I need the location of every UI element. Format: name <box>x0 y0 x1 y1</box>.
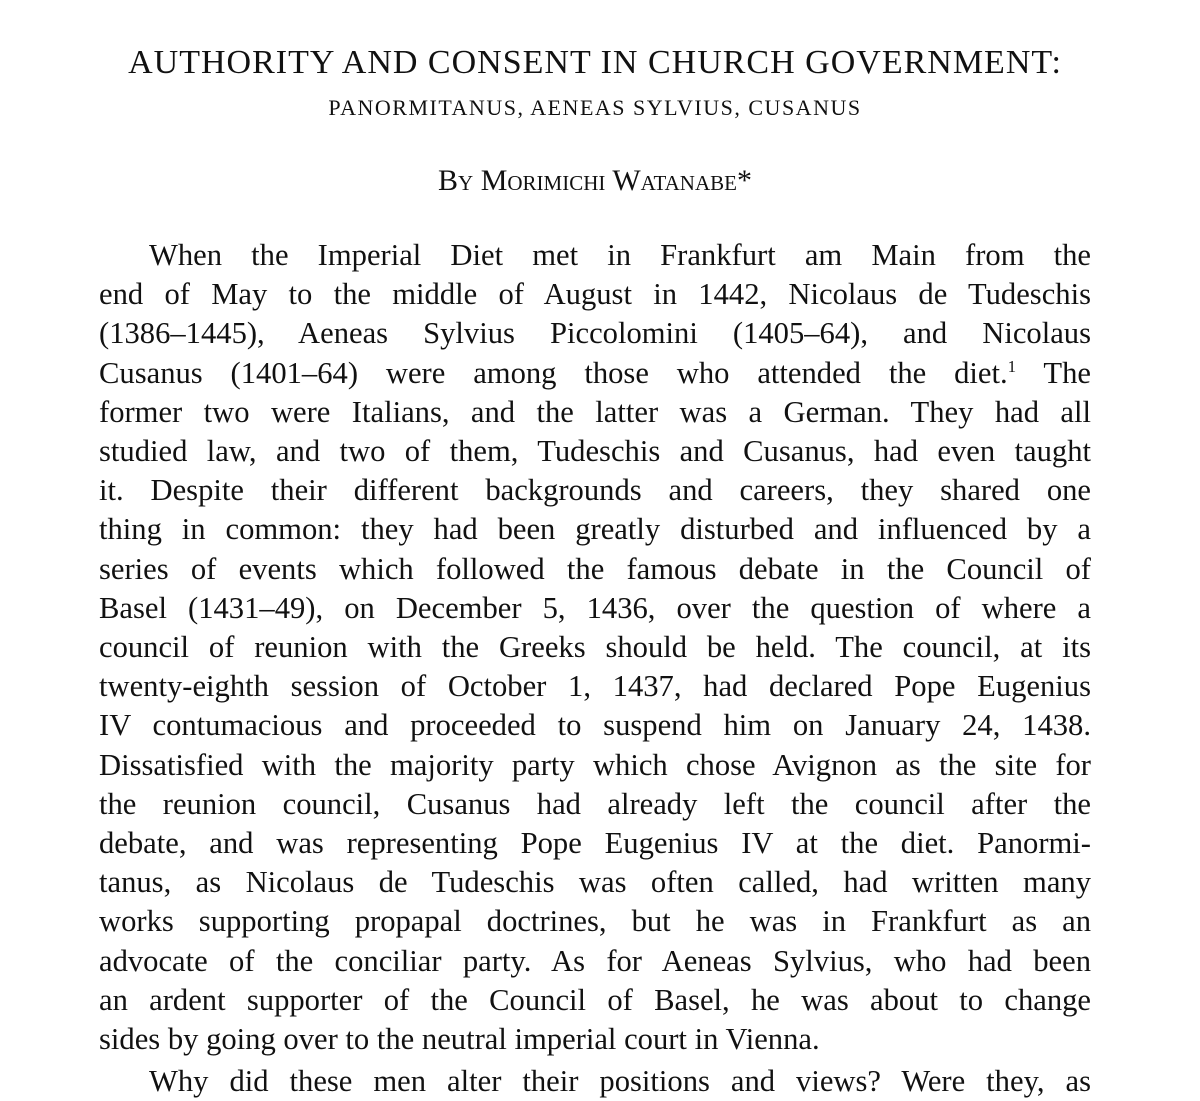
article-title: AUTHORITY AND CONSENT IN CHURCH GOVERNMENT: <box>128 44 1062 81</box>
byline-prefix: By <box>438 164 474 197</box>
text-line: debate, and was representing Pope Eugenius IV at the diet. Panormi- <box>99 826 1091 861</box>
footnote-marker[interactable]: 1 <box>1007 356 1017 376</box>
text-line: studied law, and two of them, Tudeschis and Cusanus, had even taught <box>99 434 1091 469</box>
body-paragraph <box>99 236 1091 1059</box>
text-line: tanus, as Nicolaus de Tudeschis was often called, had written many <box>99 865 1091 900</box>
next-paragraph-cutoff: Why did these men alter their positions and views? Were they, as <box>149 1064 1091 1098</box>
text-line: Dissatisfied with the majority party which chose Avignon as the site for <box>99 747 1091 782</box>
text-line: former two were Italians, and the latter was a German. They had all <box>99 394 1091 429</box>
text-line: thing in common: they had been greatly disturbed and influenced by a <box>99 512 1091 547</box>
text-line: twenty-eighth session of October 1, 1437, had declared Pope Eugenius <box>99 669 1091 704</box>
text-line: advocate of the conciliar party. As for Aeneas Sylvius, who had been <box>99 943 1091 978</box>
text-line: sides by going over to the neutral imperial court in Vienna. <box>99 1022 820 1057</box>
text-line: it. Despite their different backgrounds and careers, they shared one <box>99 473 1091 508</box>
text-line: series of events which followed the famous debate in the Council of <box>99 551 1091 586</box>
text-line: (1386–1445), Aeneas Sylvius Piccolomini (1405–64), and Nicolaus <box>99 316 1091 351</box>
text-line: Basel (1431–49), on December 5, 1436, over the question of where a <box>99 590 1091 625</box>
text-line-body: Cusanus (1401–64) were among those who attended the diet. <box>99 355 1008 390</box>
text-line: works supporting propapal doctrines, but he was in Frankfurt as an <box>99 904 1091 939</box>
text-line: council of reunion with the Greeks should be held. The council, at its <box>99 630 1091 665</box>
text-line: end of May to the middle of August in 1442, Nicolaus de Tudeschis <box>99 277 1091 312</box>
text-line: an ardent supporter of the Council of Basel, he was about to change <box>99 982 1091 1017</box>
article-subtitle: PANORMITANUS, AENEAS SYLVIUS, CUSANUS <box>328 95 862 120</box>
byline <box>99 164 1091 198</box>
author-name: Morimichi Watanabe* <box>480 164 752 197</box>
text-line: IV contumacious and proceeded to suspend him on January 24, 1438. <box>99 708 1091 743</box>
text-line-tail: The <box>1043 355 1091 390</box>
text-line: When the Imperial Diet met in Frankfurt am Main from the <box>149 238 1091 272</box>
text-line: the reunion council, Cusanus had already left the council after the <box>99 786 1091 821</box>
text-line <box>99 354 1091 393</box>
